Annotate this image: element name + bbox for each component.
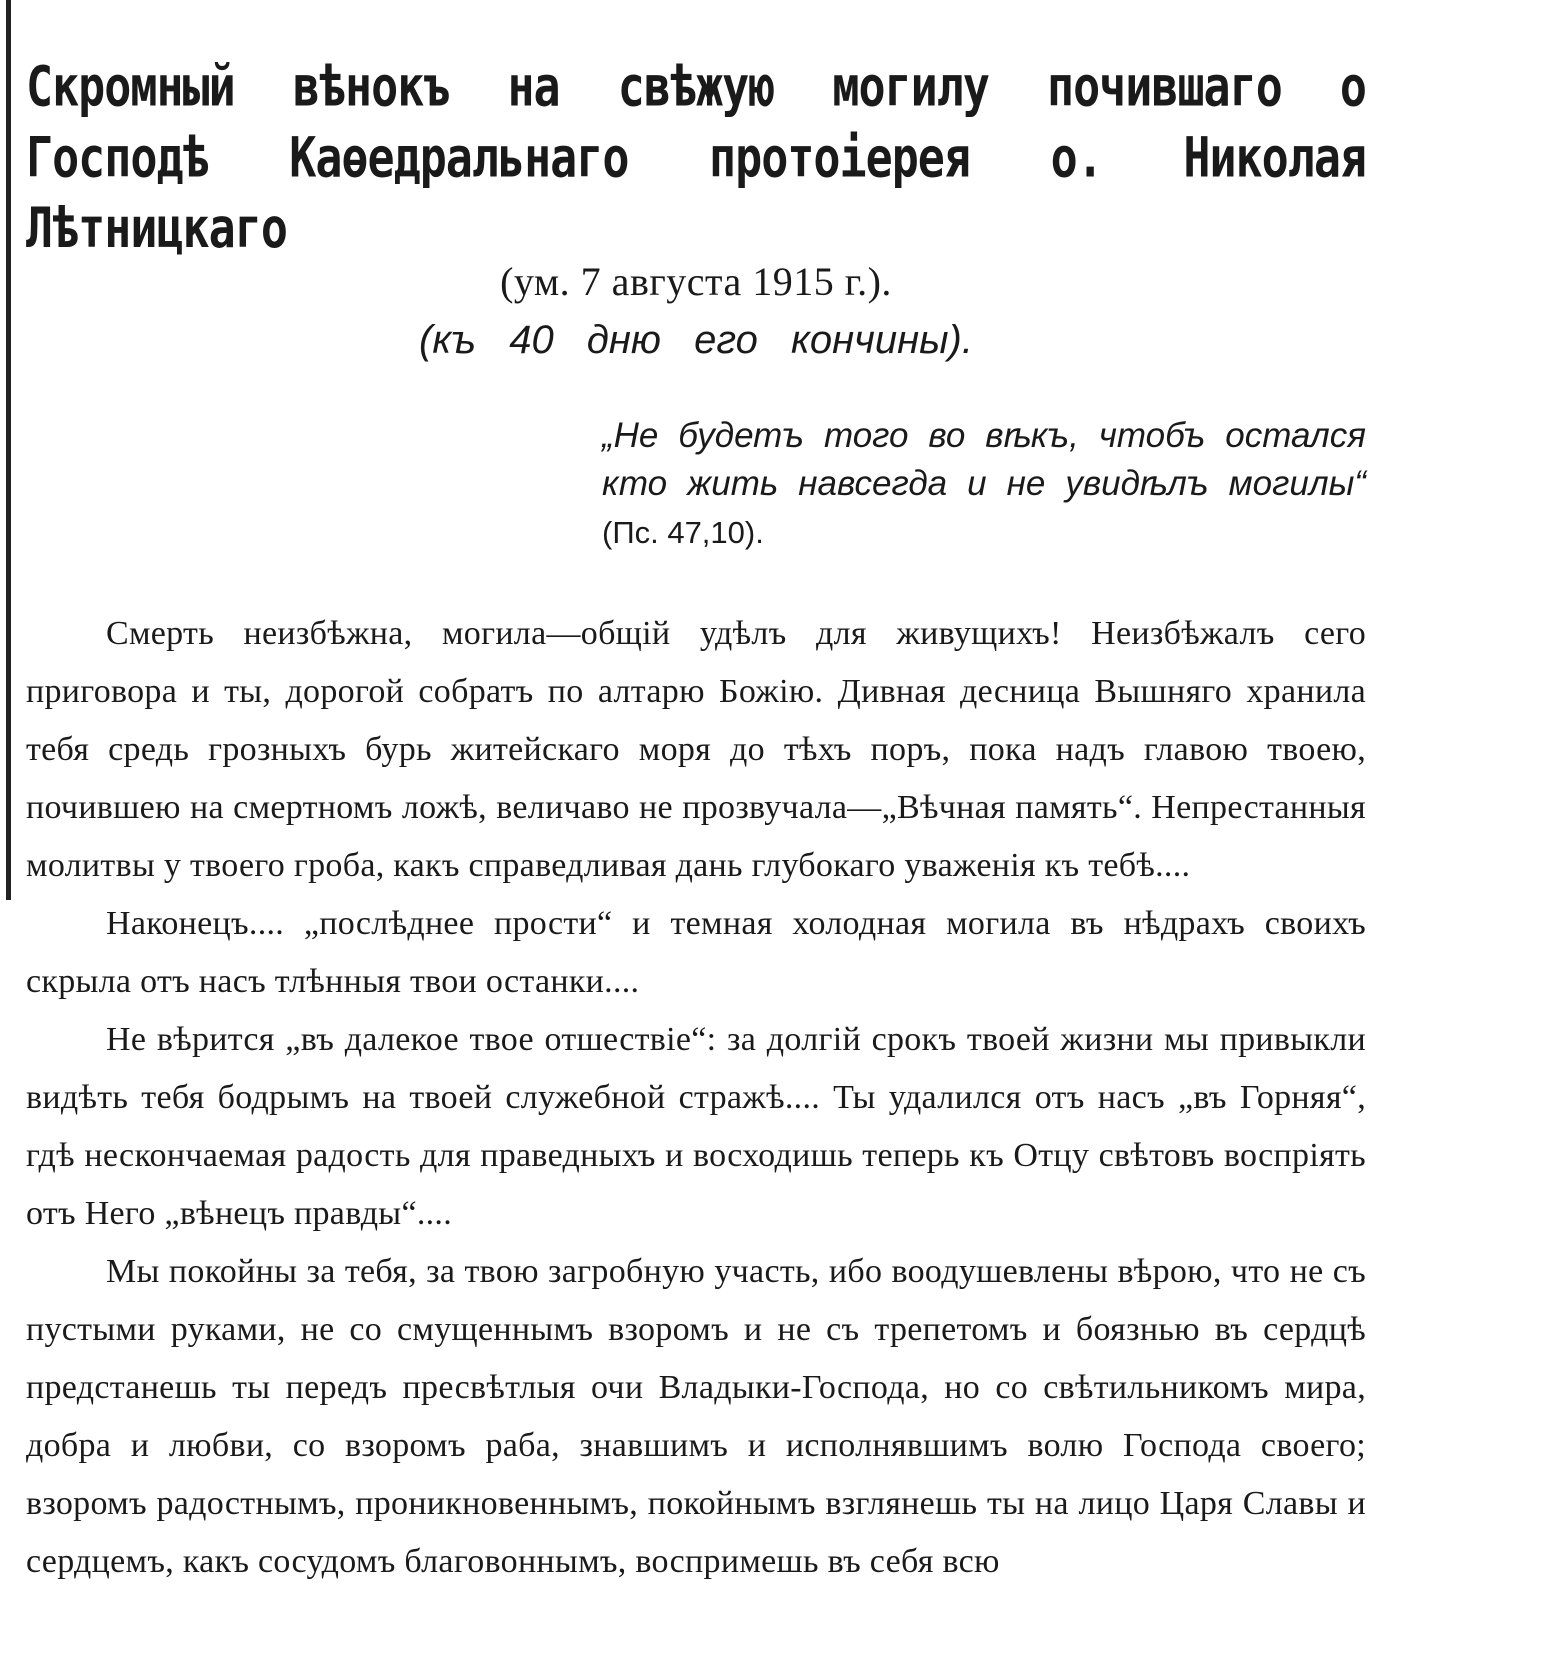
epigraph-text: „Не будетъ того во вѣкъ, чтобъ остался кто жить навсегда и не увидѣлъ могилы“ xyxy=(602,416,1366,503)
article-body xyxy=(26,605,1366,1591)
left-margin-rule xyxy=(6,0,11,900)
title-line-1: Скромный вѣнокъ на свѣжую могилу почившаго о xyxy=(26,54,1366,120)
paragraph-3: Не вѣрится „въ далекое твое отшествіе“: за долгій срокъ твоей жизни мы привыкли видѣть тебя бодрымъ на твоей служебной стражѣ.... Ты удалился отъ насъ „въ Горняя“, гдѣ нескончаемая радость для праведныхъ и восходишь теперь къ Отцу свѣтовъ воспріять отъ Него „вѣнецъ правды“.... xyxy=(26,1021,1366,1232)
title-line-2: Господѣ Каѳедральнаго протоіерея о. Николая Лѣтницкаго xyxy=(26,125,1366,261)
paragraph-4: Мы покойны за тебя, за твою загробную участь, ибо воодушевлены вѣрою, что не съ пустыми руками, не со смущеннымъ взоромъ и не съ трепетомъ и боязнью въ сердцѣ предстанешь ты передъ пресвѣтлыя очи Владыки-Господа, но со свѣтильникомъ мира, добра и любви, со взоромъ раба, знавшимъ и исполнявшимъ волю Господа своего; взоромъ радостнымъ, проникновеннымъ, покойнымъ взглянешь ты на лицо Царя Славы и сердцемъ, какъ сосудомъ благовоннымъ, воспримешь въ себя всю xyxy=(26,1253,1366,1580)
article-column xyxy=(26,52,1366,1591)
occasion-note: (къ 40 дню его кончины). xyxy=(419,318,973,362)
death-date-note: (ум. 7 августа 1915 г.). xyxy=(500,259,892,304)
epigraph xyxy=(602,412,1366,557)
paragraph-2: Наконецъ.... „послѣднее прости“ и темная холодная могила въ нѣдрахъ своихъ скрыла отъ насъ тлѣнныя твои останки.... xyxy=(26,905,1366,1000)
paragraph-1: Смерть неизбѣжна, могила—общій удѣлъ для живущихъ! Неизбѣжалъ сего приговора и ты, дорогой собратъ по алтарю Божію. Дивная десница Вышняго хранила тебя средь грозныхъ бурь житейскаго моря до тѣхъ поръ, пока надъ главою твоею, почившею на смертномъ ложѣ, величаво не прозвучала—„Вѣчная память“. Непрестанныя молитвы у твоего гроба, какъ справедливая дань глубокаго уваженія къ тебѣ.... xyxy=(26,615,1366,884)
article-title xyxy=(26,52,1366,264)
epigraph-reference: (Пс. 47,10). xyxy=(602,515,764,550)
